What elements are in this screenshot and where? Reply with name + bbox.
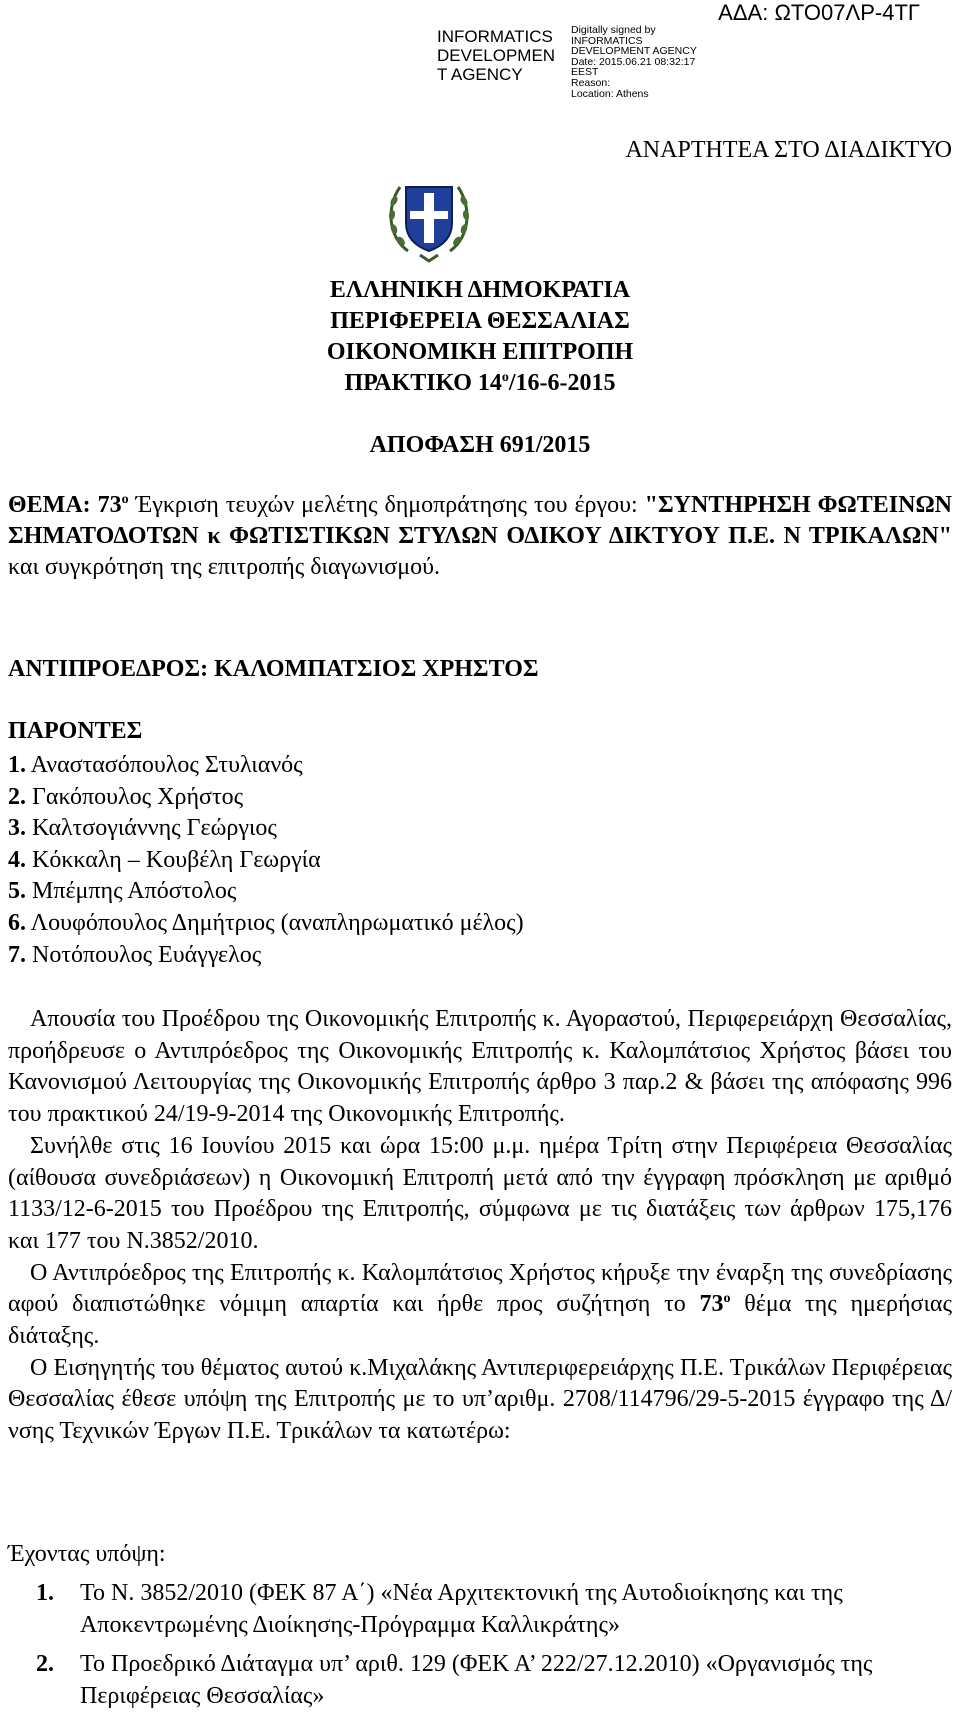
signature-details xyxy=(571,25,711,99)
list-item xyxy=(8,813,524,845)
list-item-num: 1. xyxy=(36,1580,54,1606)
minutes-sup: ο xyxy=(501,370,509,385)
project-title: "ΣΥΝΤΗΡΗΣΗ ΦΩΤΕΙΝΩΝ ΣΗΜΑΤΟΔΟΤΩΝ κ ΦΩΤΙΣΤΙΚΩΝ ΣΤΥΛΩΝ ΟΔΙΚΟΥ ΔΙΚΤΥΟΥ Π.Ε. Ν ΤΡΙΚΑΛΩΝ" xyxy=(8,492,952,549)
coat-of-arms-icon xyxy=(384,173,474,265)
subject-text: Έγκριση τευχών μελέτης δημοπράτησης του έργου: xyxy=(128,492,645,518)
list-item-name: Λουφόπουλος Δημήτριος (αναπληρωματικό μέλος) xyxy=(26,909,524,936)
header-committee: ΟΙΚΟΝΟΜΙΚΗ ΕΠΙΤΡΟΠΗ xyxy=(326,339,634,365)
subject-label: ΘΕΜΑ: 73 xyxy=(8,492,122,518)
present-list xyxy=(8,750,524,971)
paragraph-part: Ο Αντιπρόεδρος της Επιτροπής κ. Καλομπάτσιος Χρήστος κήρυξε την έναρξη της συνεδρίασης αφού διαπιστώθηκε νόμιμη απαρτία και ήρθε προς συζήτηση το xyxy=(8,1259,952,1318)
ada-code: ΑΔΑ: ΩΤΟ07ΛΡ-4ΤΓ xyxy=(718,0,920,25)
subject-text-tail: και συγκρότηση της επιτροπής διαγωνισμού. xyxy=(8,554,440,580)
list-item xyxy=(8,940,524,972)
minutes-suffix: /16-6-2015 xyxy=(508,370,616,396)
list-item-num: 7. xyxy=(8,941,26,968)
list-item xyxy=(36,1649,952,1712)
signature-line: INFORMATICS xyxy=(571,34,643,47)
decision-number: ΑΠΟΦΑΣΗ 691/2015 xyxy=(369,432,591,458)
list-item-name: Κόκκαλη – Κουβέλη Γεωργία xyxy=(26,846,321,873)
minutes-prefix: ΠΡΑΚΤΙΚΟ 14 xyxy=(344,370,502,396)
chair: ΑΝΤΙΠΡΟΕΔΡΟΣ: ΚΑΛΟΜΠΑΤΣΙΟΣ ΧΡΗΣΤΟΣ xyxy=(8,656,539,682)
considering-list xyxy=(36,1578,952,1720)
list-item-num: 1. xyxy=(8,752,26,778)
header-republic: ΕΛΛΗΝΙΚΗ ΔΗΜΟΚΡΑΤΙΑ xyxy=(329,277,631,303)
list-item-name: Μπέμπης Απόστολος xyxy=(26,878,237,905)
list-item-num: 2. xyxy=(8,783,26,810)
paragraph-part: θέμα της ημερήσιας διάταξης. xyxy=(8,1291,952,1350)
list-item-num: 4. xyxy=(8,846,26,873)
list-item-text: Το Ν. 3852/2010 (ΦΕΚ 87 Α΄) «Νέα Αρχιτεκτονική της Αυτοδιοίκησης και της Αποκεντρωμένης Διοίκησης-Πρόγραμμα Καλλικράτης» xyxy=(80,1580,843,1638)
paragraph: Συνήλθε στις 16 Ιουνίου 2015 και ώρα 15:00 μ.μ. ημέρα Τρίτη στην Περιφέρεια Θεσσαλίας (αίθουσα συνεδριάσεων) η Οικονομική Επιτροπή μετά από την έγγραφη πρόσκληση με αριθμό 1133/12-6-2015 του Προέδρου της Επιτροπής, σύμφωνα με τις διατάξεις των άρθρων 175,176 και 177 του Ν.3852/2010. xyxy=(8,1132,952,1254)
signature-signer-name: INFORMATICS DEVELOPMEN T AGENCY xyxy=(437,27,556,84)
subject-label-sup: ο xyxy=(121,492,129,507)
signature-line: Location: Athens xyxy=(571,87,649,100)
signature-line: Date: 2015.06.21 08:32:17 xyxy=(571,55,696,68)
signature-line: DEVELOPMENT AGENCY xyxy=(571,45,697,58)
paragraph: Ο Εισηγητής του θέματος αυτού κ.Μιχαλάκης Αντιπεριφερειάρχης Π.Ε. Τρικάλων Περιφέρειας Θεσσαλίας έθεσε υπόψη της Επιτροπής με το υπ’αριθμ. 2708/114796/29-5-2015 έγγραφο της Δ/νσης Τεχνικών Έργων Π.Ε. Τρικάλων τα κατωτέρω: xyxy=(8,1354,952,1445)
list-item-num: 5. xyxy=(8,878,26,905)
list-item xyxy=(8,845,524,877)
list-item xyxy=(8,782,524,814)
considering-title: Έχοντας υπόψη: xyxy=(8,1541,166,1567)
list-item xyxy=(8,908,524,940)
list-item-num: 2. xyxy=(36,1651,54,1677)
signature-line: EEST xyxy=(571,66,599,79)
paragraph: Απουσία του Προέδρου της Οικονομικής Επιτροπής κ. Αγοραστού, Περιφερειάρχη Θεσσαλίας, προήδρευσε ο Αντιπρόεδρος της Οικονομικής Επιτροπής κ. Καλομπάτσιος Χρήστος βάσει του Κανονισμού Λειτουργίας της Οικονομικής Επιτροπής άρθρο 3 παρ.2 & βάσει της απόφασης 996 του πρακτικού 24/19-9-2014 της Οικονομικής Επιτροπής. xyxy=(8,1006,952,1128)
list-item-name: Καλτσογιάννης Γεώργιος xyxy=(26,815,277,842)
paragraph xyxy=(8,1258,952,1353)
present-title: ΠΑΡΟΝΤΕΣ xyxy=(8,718,143,744)
list-item-name: Νοτόπουλος Ευάγγελος xyxy=(26,941,262,968)
header-region: ΠΕΡΙΦΕΡΕΙΑ ΘΕΣΣΑΛΙΑΣ xyxy=(330,308,630,334)
list-item xyxy=(8,876,524,908)
list-item-name: Αναστασόπουλος Στυλιανός xyxy=(26,752,303,778)
post-notice: ΑΝΑΡΤΗΤΕΑ ΣΤΟ ΔΙΑΔΙΚΤΥΟ xyxy=(625,137,952,163)
list-item-num: 3. xyxy=(8,815,26,842)
list-item xyxy=(36,1578,952,1641)
agenda-item-sup: ο xyxy=(723,1291,731,1307)
signature-line: Digitally signed by xyxy=(571,24,656,36)
list-item-text: Το Προεδρικό Διάταγμα υπ’ αριθ. 129 (ΦΕΚ Α’ 222/27.12.2010) «Οργανισμός της Περιφέρειας Θεσσαλίας» xyxy=(80,1651,873,1709)
agenda-item-number: 73 xyxy=(699,1291,724,1318)
list-item-num: 6. xyxy=(8,909,26,936)
signature-line: Reason: xyxy=(571,76,611,89)
body-text xyxy=(8,1004,952,1448)
list-item xyxy=(8,750,524,782)
list-item-name: Γακόπουλος Χρήστος xyxy=(26,783,244,810)
subject xyxy=(8,490,952,583)
header-minutes xyxy=(0,368,960,398)
